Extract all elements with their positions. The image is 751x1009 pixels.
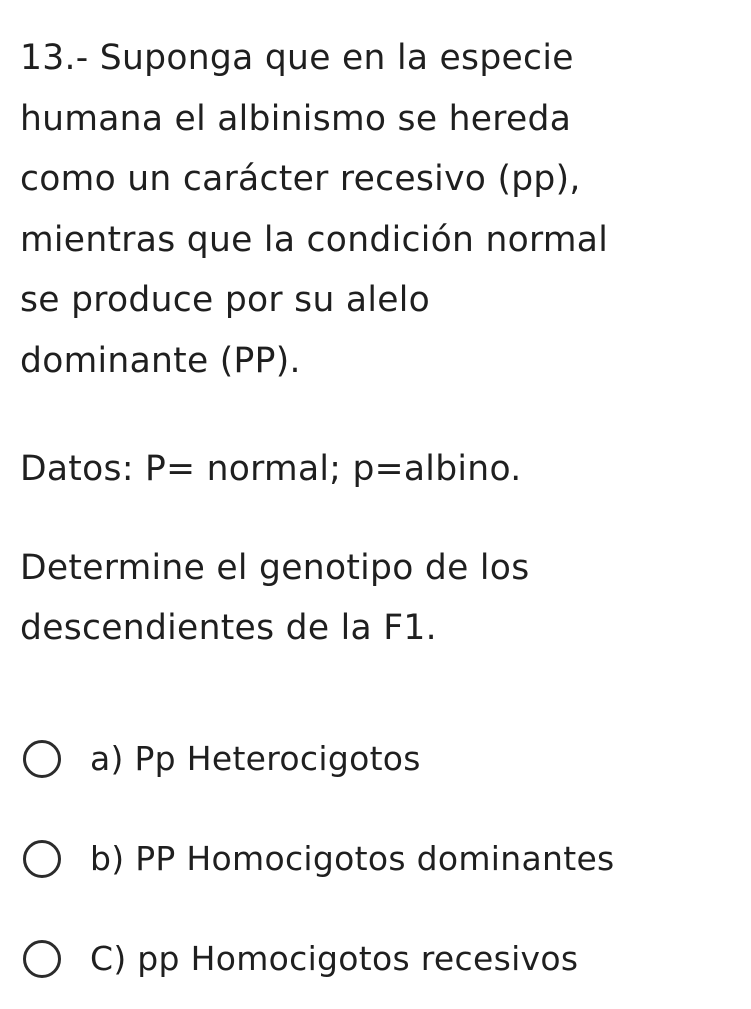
answer-options (20, 709, 748, 1009)
radio-button-a[interactable] (23, 740, 61, 778)
statement-line: como un carácter recesivo (pp), (20, 159, 581, 199)
option-c[interactable] (20, 909, 748, 1009)
radio-button-b[interactable] (23, 840, 61, 878)
statement-line: dominante (PP). (20, 340, 301, 381)
quiz-card (20, 28, 748, 1009)
data-line: Datos: P= normal; p=albino. (20, 449, 522, 489)
option-b-label: b) PP Homocigotos dominantes (90, 839, 615, 878)
option-a-label: a) Pp Heterocigotos (90, 739, 421, 778)
statement-line: 13.- Suponga que en la especie (20, 38, 574, 78)
option-b[interactable] (20, 809, 748, 909)
statement-line: humana el albinismo se hereda (20, 98, 572, 139)
prompt-line: Determine el genotipo de los (20, 547, 530, 588)
statement-line: se produce por su alelo (20, 280, 431, 320)
prompt-line: descendientes de la F1. (20, 608, 437, 648)
statement-line: mientras que la condición normal (20, 219, 609, 260)
option-c-label: C) pp Homocigotos recesivos (90, 939, 579, 978)
option-a[interactable] (20, 709, 748, 809)
question-text (20, 28, 748, 659)
radio-button-c[interactable] (23, 940, 61, 978)
